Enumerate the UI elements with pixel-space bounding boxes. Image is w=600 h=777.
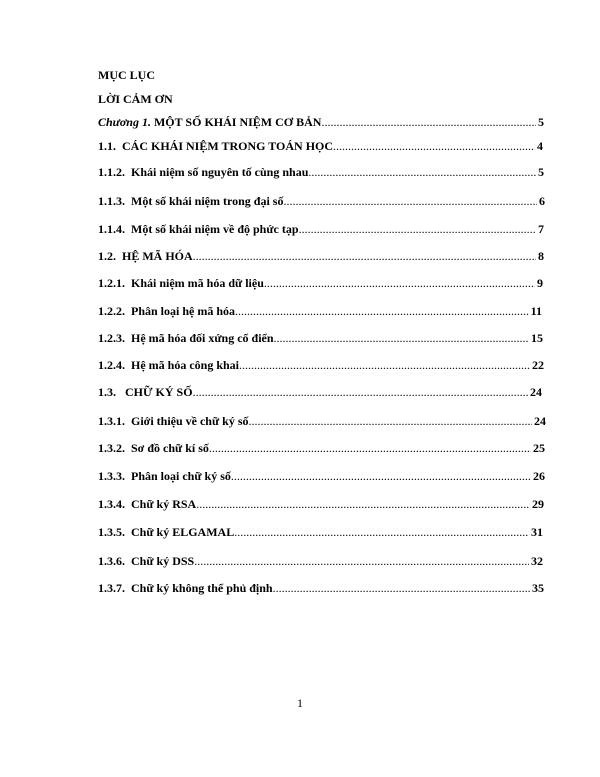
toc-entry[interactable]	[98, 413, 546, 429]
toc-entry[interactable]	[98, 524, 543, 540]
entry-page: 26	[533, 469, 545, 483]
toc-chapter-1[interactable]	[98, 114, 544, 130]
toc-entry[interactable]	[98, 553, 543, 569]
entry-page: 32	[531, 554, 543, 568]
entry-number: 1.3.6.	[98, 554, 125, 568]
toc-entry[interactable]	[98, 330, 543, 346]
toc-entry[interactable]	[98, 221, 544, 237]
entry-title: Giới thiệu về chữ ký số	[131, 414, 249, 428]
toc-entry[interactable]	[98, 164, 544, 180]
toc-title: MỤC LỤC	[98, 68, 155, 82]
entry-page: 15	[531, 331, 543, 345]
chapter-prefix: Chương 1.	[98, 115, 151, 129]
entry-page: 22	[532, 358, 544, 372]
entry-page: 9	[537, 276, 543, 290]
toc-entry[interactable]	[98, 580, 544, 596]
toc-entry[interactable]	[98, 440, 545, 456]
entry-page: 35	[532, 581, 544, 595]
entry-title: Chữ ký RSA	[131, 497, 197, 511]
dot-leader	[209, 440, 531, 456]
entry-title: Chữ ký DSS	[131, 554, 195, 568]
entry-title: HỆ MÃ HÓA	[122, 249, 193, 263]
dot-leader	[196, 496, 530, 512]
entry-title: Chữ ký không thể phủ định	[131, 581, 273, 595]
dot-leader	[308, 164, 536, 180]
entry-title: Khái niệm số nguyên tố cùng nhau	[131, 165, 309, 179]
entry-number: 1.1.3.	[98, 194, 125, 208]
toc-entry[interactable]	[98, 248, 544, 264]
entry-title: CÁC KHÁI NIỆM TRONG TOÁN HỌC	[122, 139, 334, 153]
toc-entry[interactable]	[98, 357, 544, 373]
toc-entry[interactable]	[98, 138, 543, 154]
toc-entry[interactable]	[98, 193, 545, 209]
entry-page: 7	[538, 222, 544, 236]
entry-title: Phân loại hệ mã hóa	[131, 304, 236, 318]
dot-leader	[333, 138, 535, 154]
entry-title: Một số khái niệm trong đại số	[131, 194, 284, 208]
entry-page: 25	[533, 441, 545, 455]
entry-number: 1.3.3.	[98, 469, 125, 483]
entry-page: 31	[531, 525, 543, 539]
entry-number: 1.3.	[98, 385, 116, 399]
entry-title: CHỮ KÝ SỐ	[122, 385, 193, 399]
toc-entry[interactable]	[98, 303, 542, 319]
dot-leader	[234, 524, 529, 540]
entry-number: 1.1.2.	[98, 165, 125, 179]
entry-page: 4	[537, 139, 543, 153]
toc-entry[interactable]	[98, 275, 543, 291]
entry-number: 1.1.4.	[98, 222, 125, 236]
entry-title: Khái niệm mã hóa dữ liệu	[131, 276, 264, 290]
entry-number: 1.1.	[98, 139, 116, 153]
acknowledgement-heading: LỜI CẢM ƠN	[98, 92, 173, 106]
dot-leader	[193, 248, 536, 264]
dot-leader	[264, 275, 535, 291]
entry-page: 11	[530, 304, 542, 318]
entry-number: 1.2.3.	[98, 331, 125, 345]
dot-leader	[231, 468, 531, 484]
chapter-title: MỘT SỐ KHÁI NIỆM CƠ BẢN	[150, 115, 322, 129]
dot-leader	[283, 193, 537, 209]
entry-number: 1.2.2.	[98, 304, 125, 318]
entry-title: Hệ mã hóa công khai	[131, 358, 240, 372]
dot-leader	[321, 114, 536, 130]
toc-entry[interactable]	[98, 468, 545, 484]
dot-leader	[299, 221, 536, 237]
entry-title: Chữ ký ELGAMAL	[131, 525, 235, 539]
entry-page: 24	[534, 414, 546, 428]
dot-leader	[249, 413, 532, 429]
dot-leader	[239, 357, 530, 373]
toc-entry[interactable]	[98, 496, 544, 512]
chapter-page: 5	[538, 115, 544, 129]
entry-number: 1.2.4.	[98, 358, 125, 372]
entry-number: 1.3.2.	[98, 441, 125, 455]
dot-leader	[193, 384, 528, 400]
entry-number: 1.3.5.	[98, 525, 125, 539]
entry-page: 29	[532, 497, 544, 511]
entry-page: 8	[538, 249, 544, 263]
entry-number: 1.2.1.	[98, 276, 125, 290]
entry-title: Một số khái niệm về độ phức tạp	[131, 222, 299, 236]
dot-leader	[235, 303, 529, 319]
dot-leader	[274, 330, 529, 346]
entry-title: Hệ mã hóa đối xứng cổ điển	[131, 331, 274, 345]
entry-title: Phân loại chữ ký số	[131, 469, 231, 483]
page-number: 1	[297, 696, 303, 710]
toc-entry[interactable]	[98, 384, 542, 400]
entry-page: 6	[539, 194, 545, 208]
entry-number: 1.3.7.	[98, 581, 125, 595]
entry-page: 5	[538, 165, 544, 179]
entry-title: Sơ đồ chữ kí số	[131, 441, 209, 455]
entry-number: 1.3.1.	[98, 414, 125, 428]
entry-number: 1.3.4.	[98, 497, 125, 511]
entry-page: 24	[530, 385, 542, 399]
dot-leader	[273, 580, 530, 596]
dot-leader	[194, 553, 529, 569]
entry-number: 1.2.	[98, 249, 116, 263]
